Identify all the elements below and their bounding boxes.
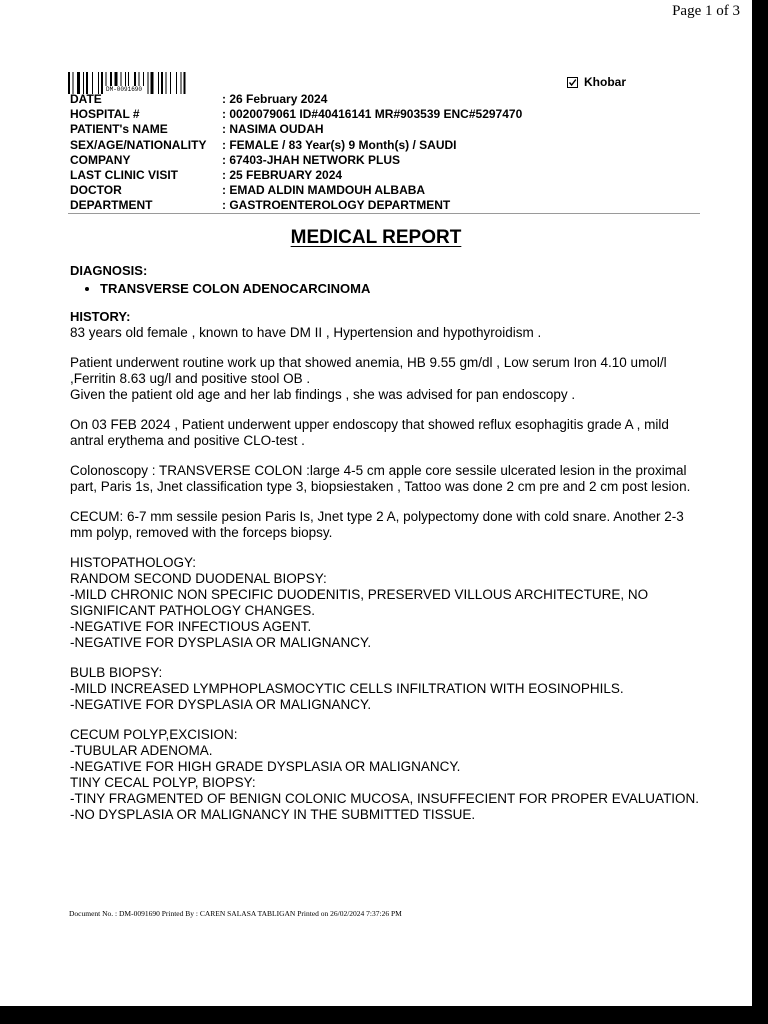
barcode-bar: [148, 72, 149, 94]
histopathology-line: -NO DYSPLASIA OR MALIGNANCY IN THE SUBMITTED TISSUE.: [70, 807, 476, 822]
info-value: : EMAD ALDIN MAMDOUH ALBABA: [222, 183, 426, 198]
barcode-bar: [68, 72, 70, 94]
barcode-bar: [86, 72, 88, 94]
info-label: DATE: [70, 92, 102, 106]
histopathology-line: -NEGATIVE FOR HIGH GRADE DYSPLASIA OR MALIGNANCY.: [70, 759, 461, 774]
header-divider: [68, 213, 700, 214]
location-label: Khobar: [584, 75, 626, 89]
info-row: [70, 107, 522, 122]
barcode-bar: [170, 72, 171, 94]
report-body: [70, 263, 700, 823]
histopathology-line: BULB BIOPSY:: [70, 665, 163, 680]
barcode-bar: [151, 72, 154, 94]
history-paragraph: On 03 FEB 2024 , Patient underwent upper endoscopy that showed reflux esophagitis grade A , mild antral erythema and positive CLO-test .: [70, 417, 669, 448]
info-value: : FEMALE / 83 Year(s) 9 Month(s) / SAUDI: [222, 137, 457, 152]
histopathology-line: -TINY FRAGMENTED OF BENIGN COLONIC MUCOSA, INSUFFECIENT FOR PROPER EVALUATION.: [70, 791, 700, 806]
histopathology-line: -NEGATIVE FOR DYSPLASIA OR MALIGNANCY.: [70, 635, 372, 650]
history-heading: HISTORY:: [70, 309, 131, 324]
barcode-bar: [92, 72, 93, 94]
info-row: [70, 92, 522, 107]
location-checkbox[interactable]: [567, 75, 626, 89]
info-label: HOSPITAL #: [70, 107, 140, 122]
info-value: : 0020079061 ID#40416141 MR#903539 ENC#5297470: [222, 107, 523, 122]
barcode-bar: [73, 72, 74, 94]
info-value: : NASIMA OUDAH: [222, 122, 324, 137]
info-label: LAST CLINIC VISIT: [70, 168, 178, 183]
histopathology-section: [70, 555, 700, 823]
patient-info: [70, 92, 522, 214]
history-paragraph: Given the patient old age and her lab findings , she was advised for pan endoscopy .: [70, 387, 576, 402]
barcode-bar: [184, 72, 186, 94]
barcode-bar: [176, 72, 177, 94]
page-number: Page 1 of 3: [672, 3, 740, 19]
histopathology-line: CECUM POLYP,EXCISION:: [70, 727, 238, 742]
barcode-bar: [77, 72, 80, 94]
info-row: [70, 153, 522, 168]
history-paragraph: 83 years old female , known to have DM II , Hypertension and hypothyroidism .: [70, 325, 542, 340]
print-footer: Document No. : DM-0091690 Printed By : CAREN SALASA TABLIGAN Printed on 26/02/2024 7:37:26 PM: [69, 909, 402, 918]
diagnosis-item: • TRANSVERSE COLON ADENOCARCINOMA: [100, 281, 700, 297]
info-label: DEPARTMENT: [70, 198, 153, 213]
info-value: : GASTROENTEROLOGY DEPARTMENT: [222, 198, 451, 213]
info-value: : 67403-JHAH NETWORK PLUS: [222, 152, 401, 167]
barcode-bar: [98, 72, 99, 94]
info-label: COMPANY: [70, 152, 131, 167]
info-row: [70, 198, 522, 213]
info-label: PATIENT's NAME: [70, 122, 168, 137]
history-paragraph: Patient underwent routine work up that showed anemia, HB 9.55 gm/dl , Low serum Iron 4.10 umol/l ,Ferritin 8.63 ug/l and positive stool OB .: [70, 355, 667, 386]
histopathology-line: TINY CECAL POLYP, BIOPSY:: [70, 775, 256, 790]
history-paragraph: Colonoscopy : TRANSVERSE COLON :large 4-5 cm apple core sessile ulcerated lesion in the proximal part, Paris 1s, Jnet classification type 3, biopsiestaken , Tattoo was done 2 cm pre and 2 cm post lesion.: [70, 463, 691, 494]
report-title: MEDICAL REPORT: [290, 227, 462, 248]
histopathology-line: -NEGATIVE FOR INFECTIOUS AGENT.: [70, 619, 312, 634]
histopathology-line: -TUBULAR ADENOMA.: [70, 743, 213, 758]
diagnosis-list: [70, 281, 700, 297]
info-row: [70, 168, 522, 183]
history-section: [70, 325, 700, 541]
checkmark-icon: [567, 77, 578, 88]
barcode-bar: [158, 72, 159, 94]
histopathology-line: -MILD INCREASED LYMPHOPLASMOCYTIC CELLS INFILTRATION WITH EOSINOPHILS.: [70, 681, 624, 696]
info-row: [70, 183, 522, 198]
info-row: [70, 122, 522, 137]
barcode-bar: [161, 72, 163, 94]
diagnosis-heading: DIAGNOSIS:: [70, 263, 148, 278]
history-paragraph: CECUM: 6-7 mm sessile pesion Paris Is, Jnet type 2 A, polypectomy done with cold snare. Another 2-3 mm polyp, removed with the forceps biopsy.: [70, 509, 684, 540]
histopathology-line: -NEGATIVE FOR DYSPLASIA OR MALIGNANCY.: [70, 697, 372, 712]
info-value: : 26 February 2024: [222, 92, 328, 106]
barcode-bar: [101, 72, 103, 94]
histopathology-line: RANDOM SECOND DUODENAL BIOPSY:: [70, 571, 327, 586]
barcode-bar: [83, 72, 84, 94]
barcode-bar: [181, 72, 182, 94]
info-value: : 25 FEBRUARY 2024: [222, 168, 343, 183]
barcode-number: DM-0091690: [106, 86, 143, 93]
info-label: SEX/AGE/NATIONALITY: [70, 137, 207, 152]
histopathology-line: HISTOPATHOLOGY:: [70, 555, 197, 570]
info-row: [70, 138, 522, 153]
histopathology-line: -MILD CHRONIC NON SPECIFIC DUODENITIS, PRESERVED VILLOUS ARCHITECTURE, NO SIGNIFICANT PATHOLOGY CHANGES.: [70, 587, 649, 618]
info-label: DOCTOR: [70, 183, 122, 198]
barcode-bar: [166, 72, 167, 94]
